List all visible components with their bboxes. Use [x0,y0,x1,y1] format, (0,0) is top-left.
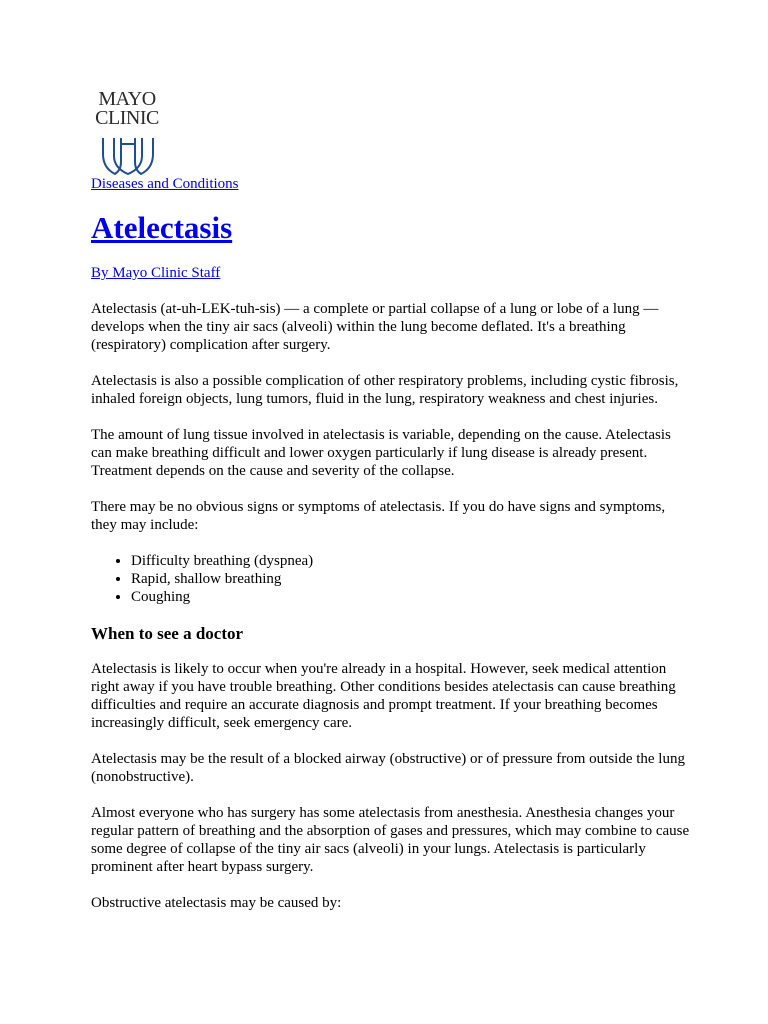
paragraph-obstructive-intro: Obstructive atelectasis may be caused by: [91,895,342,911]
breadcrumb-link-diseases-and-conditions[interactable]: Diseases and Conditions [91,176,239,192]
logo-text-clinic: CLINIC [95,107,159,129]
article-body [91,300,691,930]
page-title-link[interactable]: Atelectasis [91,210,233,245]
paragraph-definition: Atelectasis (at-uh-LEK-tuh-sis) — a complete or partial collapse of a lung or lobe of a lung — develops when the tiny air sacs (alveoli) within the lung become deflated. It's a breathing (respiratory) complication after surgery. [91,301,659,353]
paragraph-complications: Atelectasis is also a possible complication of other respiratory problems, including cystic fibrosis, inhaled foreign objects, lung tumors, fluid in the lung, respiratory weakness and chest injuries. [91,373,679,407]
list-item: • Rapid, shallow breathing [131,570,691,588]
paragraph-symptoms-intro: There may be no obvious signs or symptoms of atelectasis. If you do have signs and symptoms, they may include: [91,499,666,533]
page-title[interactable] [91,210,232,246]
byline-link[interactable]: By Mayo Clinic Staff [91,265,221,281]
list-item: • Difficulty breathing (dyspnea) [131,552,691,570]
paragraph-hospital: Atelectasis is likely to occur when you're already in a hospital. However, seek medical attention right away if you have trouble breathing. Other conditions besides atelectasis can cause breathing difficulties and require an accurate diagnosis and prompt treatment. If your breathing becomes increasingly difficult, seek emergency care. [91,661,676,731]
list-item: • Coughing [131,588,691,606]
shield-logo-icon [101,134,155,176]
paragraph-causes: Atelectasis may be the result of a blocked airway (obstructive) or of pressure from outside the lung (nonobstructive). [91,751,685,785]
paragraph-severity: The amount of lung tissue involved in atelectasis is variable, depending on the cause. Atelectasis can make breathing difficult and lower oxygen particularly if lung disease is already present. Treatment depends on the cause and severity of the collapse. [91,427,671,479]
logo-text-mayo: MAYO [98,88,156,110]
section-heading-when-to-see-a-doctor: When to see a doctor [91,624,244,643]
mayo-clinic-logo[interactable] [92,90,172,178]
symptoms-list [91,552,691,606]
paragraph-anesthesia: Almost everyone who has surgery has some atelectasis from anesthesia. Anesthesia changes your regular pattern of breathing and the absorption of gases and pressures, which may combine to cause some degree of collapse of the tiny air sacs (alveoli) in your lungs. Atelectasis is particularly prominent after heart bypass surgery. [91,805,690,875]
